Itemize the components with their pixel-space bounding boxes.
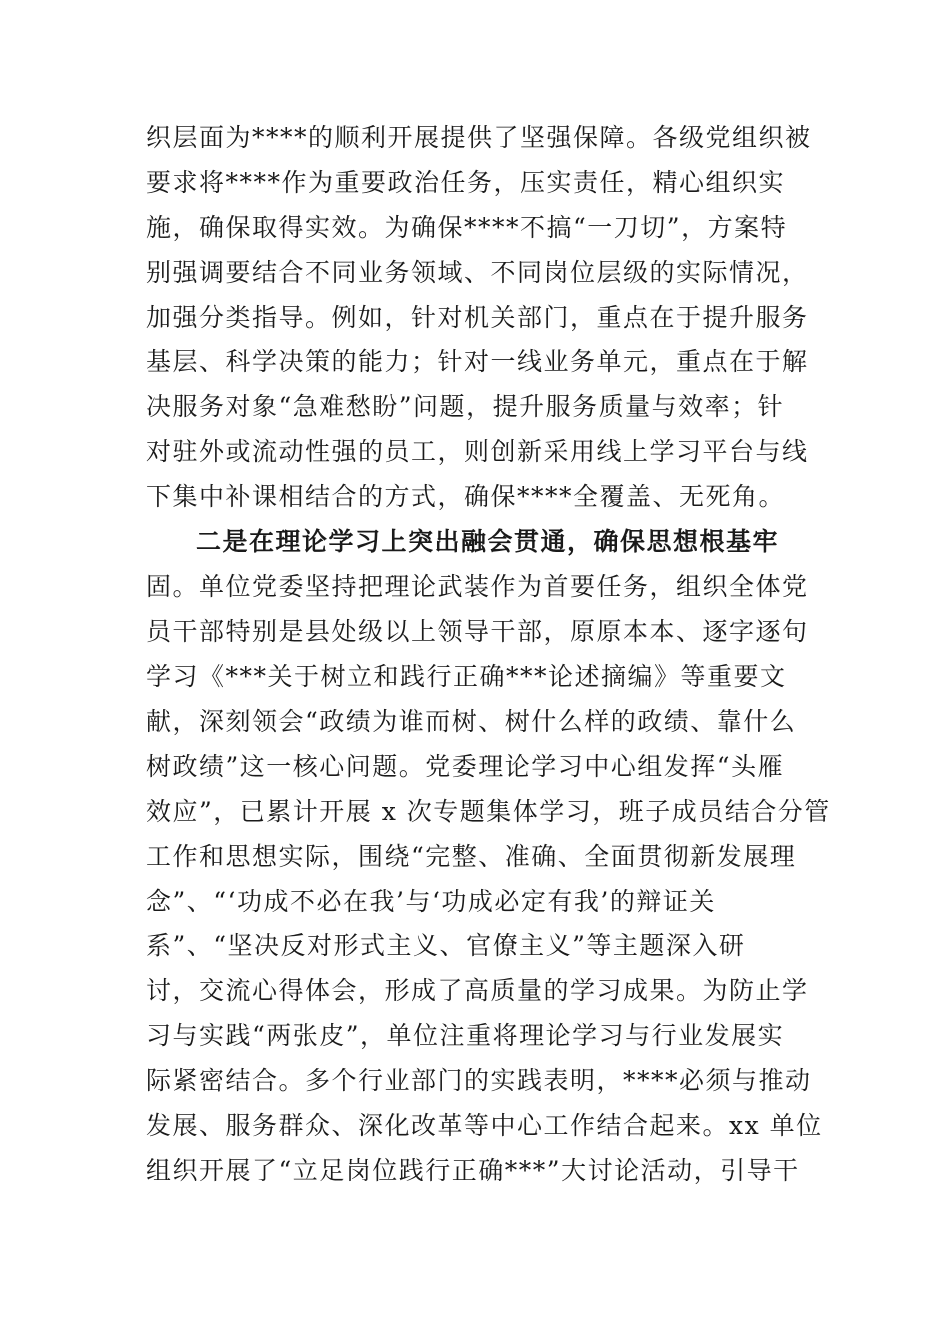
text-line: 系”、“坚决反对形式主义、官僚主义”等主题深入研 [146, 931, 746, 960]
text-line: 献，深刻领会“政绩为谁而树、树什么样的政绩、靠什么 [146, 707, 797, 736]
text-line: 织层面为****的顺利开展提供了坚强保障。各级党组织被 [146, 123, 812, 152]
text-line: 树政绩”这一核心问题。党委理论学习中心组发挥“头雁 [146, 752, 785, 781]
text-line: 际紧密结合。多个行业部门的实践表明，****必须与推动 [146, 1066, 812, 1095]
text-line: 决服务对象“急难愁盼”问题，提升服务质量与效率；针 [146, 392, 785, 421]
text-line: 工作和思想实际，围绕“完整、准确、全面贯彻新发展理 [146, 842, 797, 871]
text-line: 基层、科学决策的能力；针对一线业务单元，重点在于解 [146, 347, 809, 376]
text-line: 学习《***关于树立和践行正确***论述摘编》等重要文 [146, 662, 787, 691]
text-line: 对驻外或流动性强的员工，则创新采用线上学习平台与线 [146, 437, 809, 466]
text-line: 效应”，已累计开展 x 次专题集体学习，班子成员结合分管 [146, 797, 831, 826]
text-line: 讨，交流心得体会，形成了高质量的学习成果。为防止学 [146, 976, 809, 1005]
text-line: 念”、“‘功成不必在我’与‘功成必定有我’的辩证关 [146, 887, 716, 916]
text-line: 员干部特别是县处级以上领导干部，原原本本、逐字逐句 [146, 617, 809, 646]
text-line: 加强分类指导。例如，针对机关部门，重点在于提升服务 [146, 303, 809, 332]
text-line: 别强调要结合不同业务领域、不同岗位层级的实际情况， [146, 258, 809, 287]
text-line: 习与实践“两张皮”，单位注重将理论学习与行业发展实 [146, 1021, 785, 1050]
section-heading: 二是在理论学习上突出融会贯通，确保思想根基牢 [196, 527, 780, 556]
text-line: 要求将****作为重要政治任务，压实责任，精心组织实 [146, 168, 786, 197]
text-line: 下集中补课相结合的方式，确保****全覆盖、无死角。 [146, 482, 786, 511]
text-line: 组织开展了“立足岗位践行正确***”大讨论活动，引导干 [146, 1156, 800, 1185]
text-line: 固。单位党委坚持把理论武装作为首要任务，组织全体党 [146, 572, 809, 601]
text-line: 发展、服务群众、深化改革等中心工作结合起来。xx 单位 [146, 1111, 823, 1140]
text-line: 施，确保取得实效。为确保****不搞“一刀切”，方案特 [146, 213, 788, 242]
